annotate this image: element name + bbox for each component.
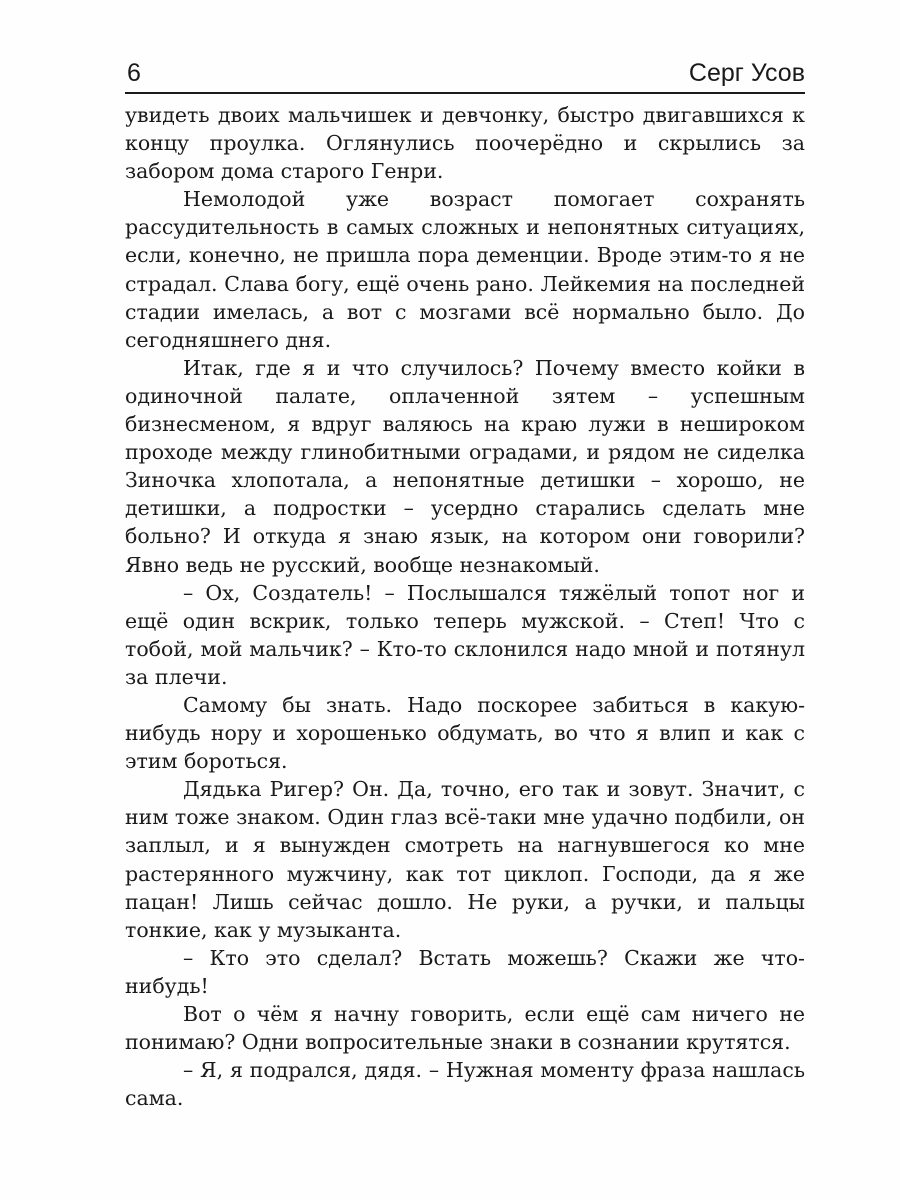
paragraph: Немолодой уже возраст помогает сохранять рассудительность в самых сложных и непонятных ситуациях, если, конечно, не пришла пора деменции. Вроде этим-то я не страдал. Слава богу, ещё очень рано. Лейкемия на последней стадии имелась, а вот с мозгами всё нормально было. До сегодняшнего дня. [125, 187, 805, 352]
page-number: 6 [127, 59, 141, 87]
author-name: Серг Усов [688, 59, 805, 87]
paragraph: увидеть двоих мальчишек и девчонку, быстро двигавшихся к концу проулка. Оглянулись поочерёдно и скрылись за забором дома старого Генри. [125, 103, 805, 184]
paragraph: Вот о чём я начну говорить, если ещё сам ничего не понимаю? Одни вопросительные знаки в сознании крутятся. [125, 1002, 805, 1055]
paragraph: Итак, где я и что случилось? Почему вместо койки в одиночной палате, оплаченной зятем – успешным бизнесменом, я вдруг валяюсь на краю лужи в нешироком проходе между глинобитными оградами, и рядом не сиделка Зиночка хлопотала, а непонятные детишки – хорошо, не детишки, а подростки – усердно старались сделать мне больно? И откуда я знаю язык, на котором они говорили? Явно ведь не русский, вообще незнакомый. [125, 355, 805, 577]
paragraph: Самому бы знать. Надо поскорее забиться в какую-нибудь нору и хорошенько обдумать, во что я влип и как с этим бороться. [125, 692, 805, 774]
dialogue-paragraph: – Кто это сделал? Встать можешь? Скажи же что-нибудь! [125, 945, 805, 998]
paragraph: Дядька Ригер? Он. Да, точно, его так и зовут. Значит, с ним тоже знаком. Один глаз всё-таки мне удачно подбили, он заплыл, и я вынужден смотреть на нагнувшегося ко мне растерянного мужчину, как тот циклоп. Господи, да я же пацан! Лишь сейчас дошло. Не руки, а ручки, и пальцы тонкие, как у музыканта. [125, 777, 805, 942]
body-text [125, 101, 805, 1112]
running-header [125, 58, 805, 94]
dialogue-paragraph: – Я, я подрался, дядя. – Нужная моменту фраза нашлась сама. [125, 1058, 805, 1111]
dialogue-paragraph: – Ох, Создатель! – Послышался тяжёлый топот ног и ещё один вскрик, только теперь мужской. – Степ! Что с тобой, мой мальчик? – Кто-то склонился надо мной и потянул за плечи. [125, 580, 805, 689]
